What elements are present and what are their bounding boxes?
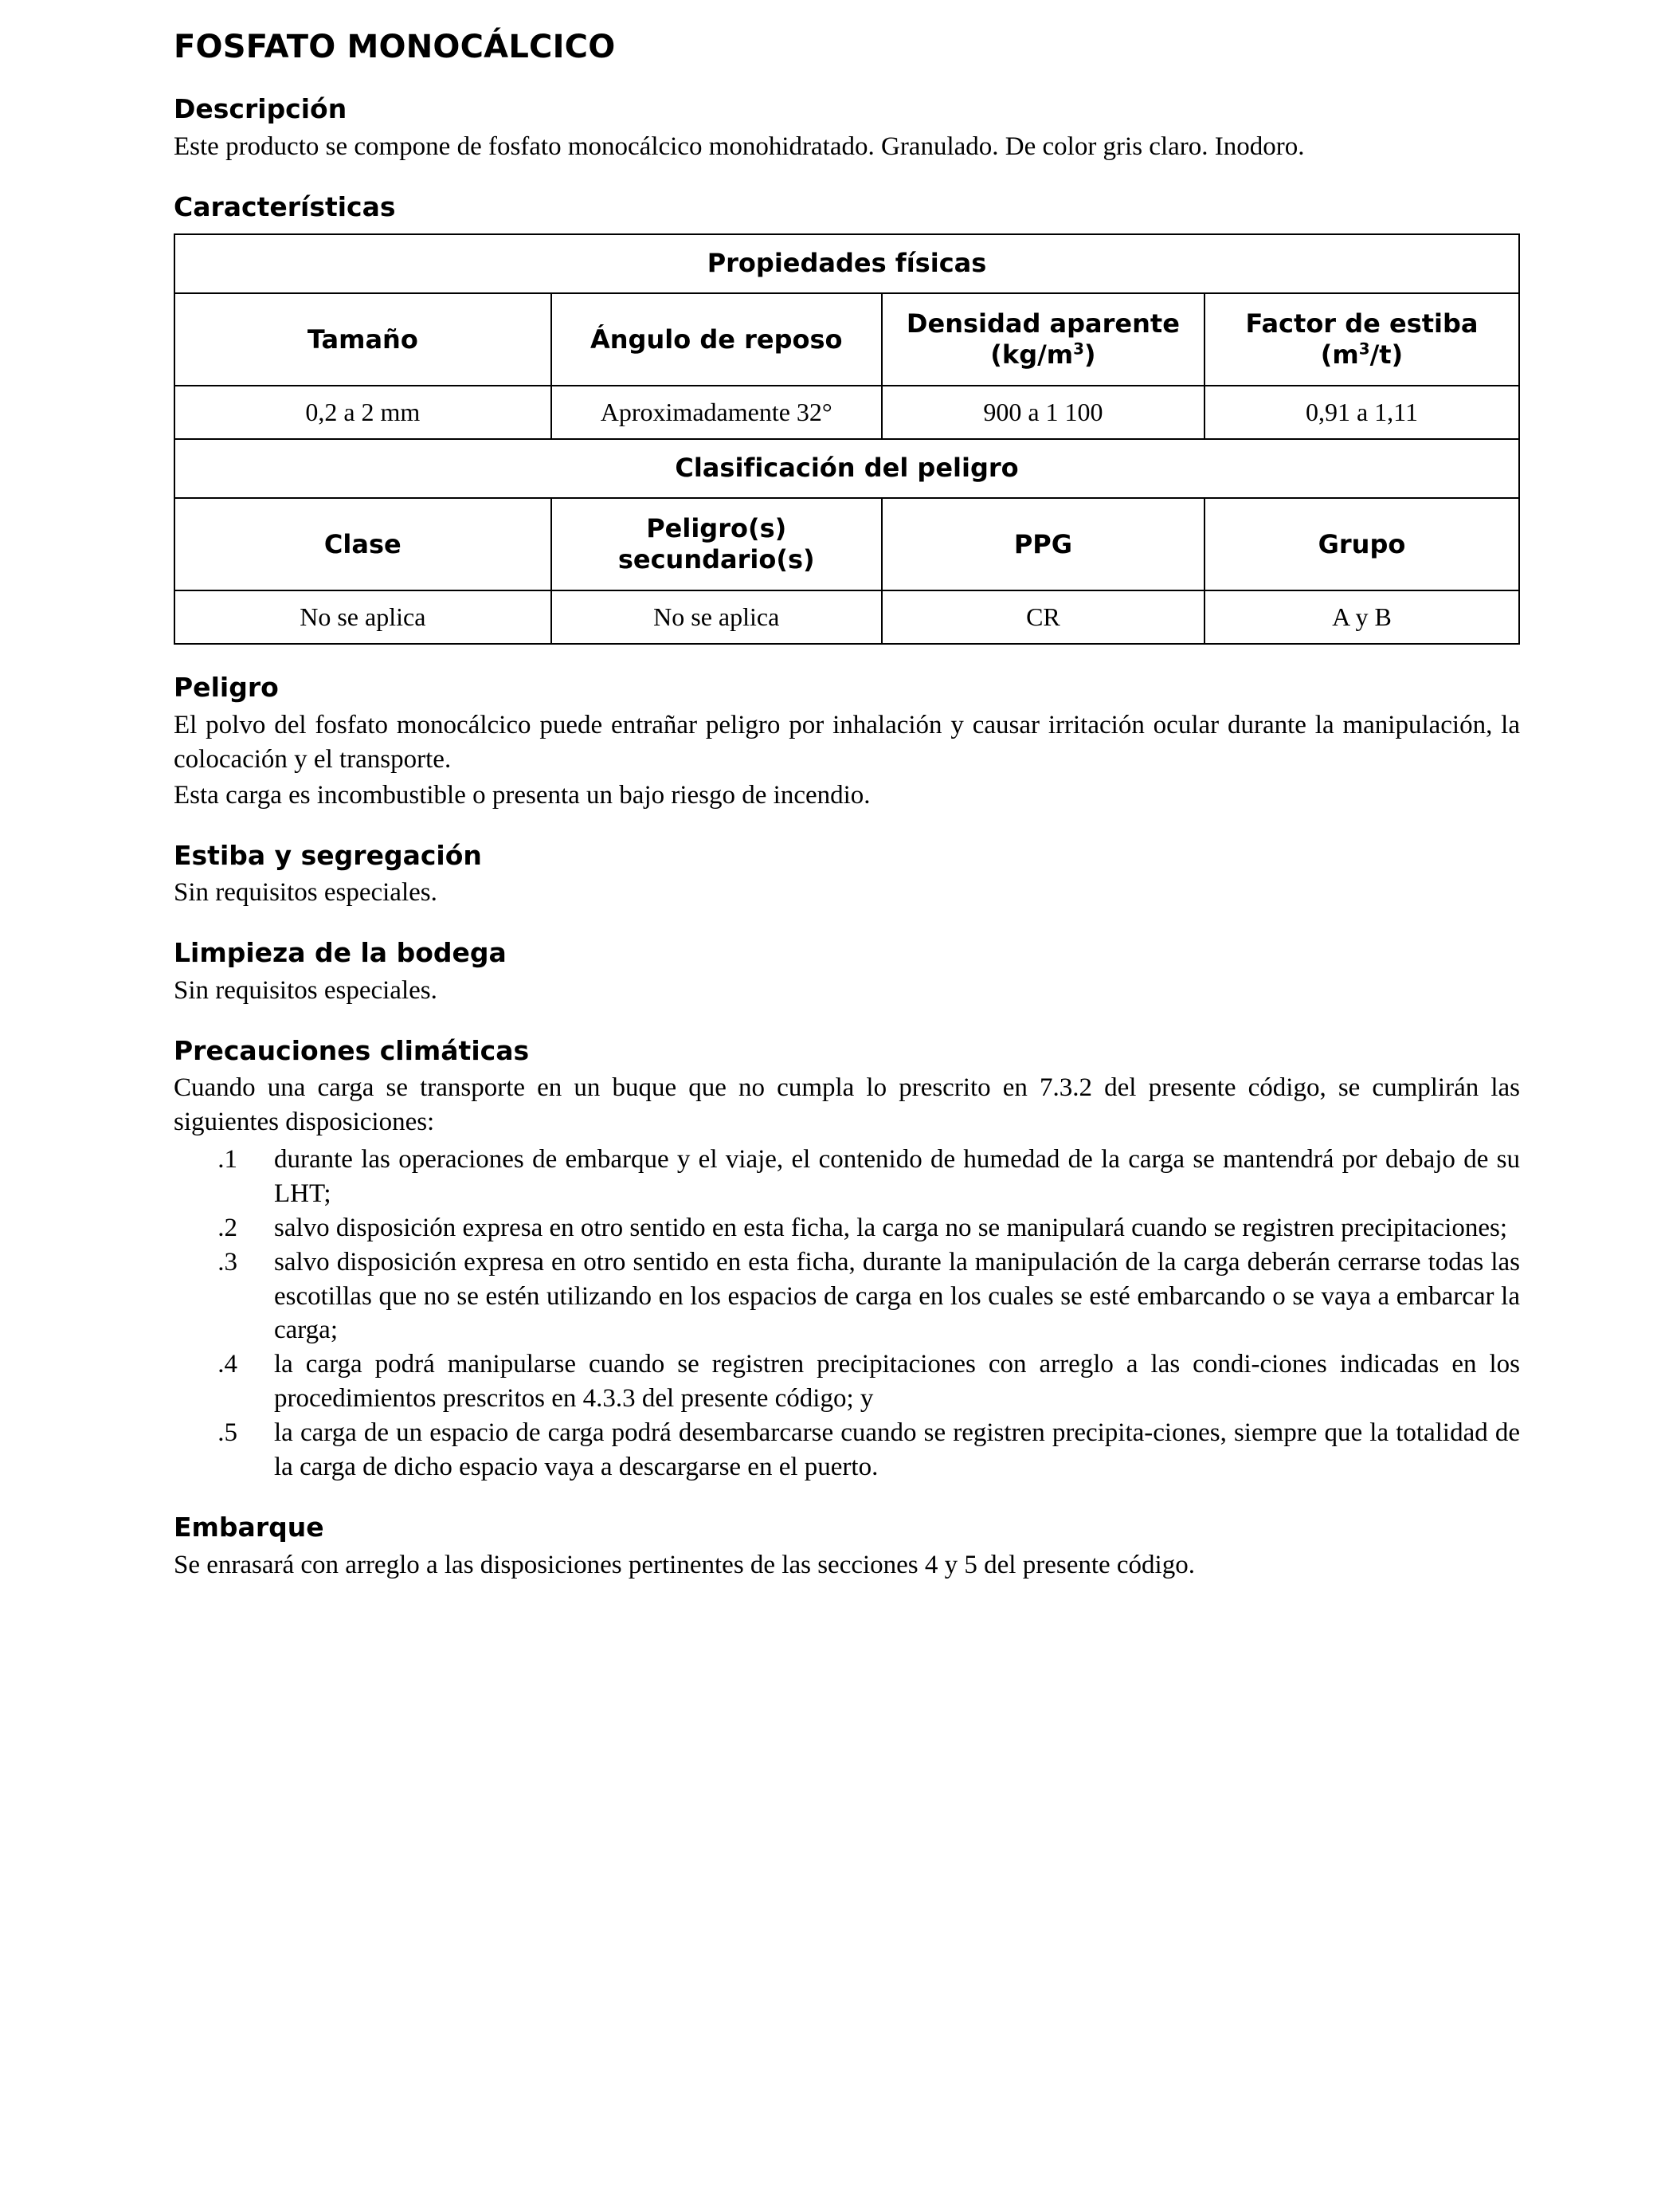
section-heading-descripcion: Descripción bbox=[174, 93, 347, 125]
header-peligro-line1: Peligro(s) bbox=[646, 513, 787, 544]
peligro-paragraph-2: Esta carga es incombustible o presenta un bajo riesgo de incendio. bbox=[174, 780, 871, 810]
list-item-text: salvo disposición expresa en otro sentido en esta ficha, durante la manipulación de la carga deberán cerrarse todas las escotillas que no se estén utilizando en los espacios de carga en los cuales se esté embarcando o se vaya a embarcar la carga; bbox=[274, 1247, 1520, 1345]
section-heading-embarque: Embarque bbox=[174, 1511, 324, 1543]
header-densidad-line1: Densidad aparente bbox=[906, 308, 1180, 339]
table-row-hazard-band bbox=[174, 439, 1519, 498]
document-page bbox=[174, 0, 1520, 1582]
table-row-hazard-headers bbox=[174, 498, 1519, 590]
physical-properties-band-header: Propiedades físicas bbox=[174, 234, 1519, 293]
header-peligro-line2: secundario(s) bbox=[617, 544, 815, 575]
section-heading-estiba: Estiba y segregación bbox=[174, 839, 482, 871]
precauciones-list bbox=[174, 1143, 1520, 1484]
table-row-physical-band bbox=[174, 234, 1519, 293]
header-estiba-unit-pre: (m bbox=[1320, 339, 1359, 371]
section-heading-limpieza: Limpieza de la bodega bbox=[174, 937, 507, 969]
list-item-text: la carga de un espacio de carga podrá desembarcarse cuando se registren precipita-ciones, siempre que la totalidad de la carga de dicho espacio vaya a descargarse en el puerto. bbox=[274, 1418, 1520, 1482]
header-peligros-secundarios bbox=[551, 498, 882, 590]
list-item-text: la carga podrá manipularse cuando se registren precipitaciones con arreglo a las condi-ciones indicadas en los procedimientos prescritos en 4.3.3 del presente código; y bbox=[274, 1350, 1520, 1414]
descripcion-text: Este producto se compone de fosfato monocálcico monohidratado. Granulado. De color gris claro. Inodoro. bbox=[174, 131, 1305, 161]
table-row-physical-values bbox=[174, 386, 1519, 439]
list-item bbox=[174, 1143, 1520, 1211]
list-item-number: .2 bbox=[217, 1213, 237, 1242]
value-factor-estiba: 0,91 a 1,11 bbox=[1204, 386, 1519, 439]
header-ppg: PPG bbox=[882, 498, 1204, 590]
page-title: FOSFATO MONOCÁLCICO bbox=[174, 29, 616, 65]
value-ppg: CR bbox=[882, 590, 1204, 644]
section-heading-precauciones: Precauciones climáticas bbox=[174, 1034, 530, 1066]
header-grupo: Grupo bbox=[1204, 498, 1519, 590]
list-item-number: .1 bbox=[217, 1145, 237, 1174]
list-item bbox=[174, 1245, 1520, 1348]
list-item bbox=[174, 1416, 1520, 1484]
value-tamano: 0,2 a 2 mm bbox=[174, 386, 551, 439]
list-item-number: .4 bbox=[217, 1350, 237, 1379]
header-estiba-unit-sup: 3 bbox=[1358, 339, 1370, 359]
value-densidad-aparente: 900 a 1 100 bbox=[882, 386, 1204, 439]
header-densidad-aparente bbox=[882, 293, 1204, 386]
estiba-text: Sin requisitos especiales. bbox=[174, 878, 437, 908]
header-densidad-unit-post: ) bbox=[1083, 339, 1096, 371]
value-clase: No se aplica bbox=[174, 590, 551, 644]
section-heading-caracteristicas: Características bbox=[174, 190, 396, 222]
header-densidad-unit-sup: 3 bbox=[1073, 339, 1084, 359]
list-item bbox=[174, 1347, 1520, 1416]
value-grupo: A y B bbox=[1204, 590, 1519, 644]
table-row-physical-headers bbox=[174, 293, 1519, 386]
limpieza-text: Sin requisitos especiales. bbox=[174, 975, 437, 1005]
value-angulo-reposo: Aproximadamente 32° bbox=[551, 386, 882, 439]
list-item-text: salvo disposición expresa en otro sentido en esta ficha, la carga no se manipulará cuando se registren precipitaciones; bbox=[274, 1213, 1508, 1242]
characteristics-table bbox=[174, 233, 1520, 645]
header-factor-estiba bbox=[1204, 293, 1519, 386]
precauciones-intro: Cuando una carga se transporte en un buque que no cumpla lo prescrito en 7.3.2 del presente código, se cumplirán las siguientes disposiciones: bbox=[174, 1073, 1520, 1137]
list-item-number: .5 bbox=[217, 1418, 237, 1448]
embarque-text: Se enrasará con arreglo a las disposiciones pertinentes de las secciones 4 y 5 del presente código. bbox=[174, 1550, 1195, 1579]
header-estiba-line1: Factor de estiba bbox=[1245, 308, 1479, 339]
list-item-text: durante las operaciones de embarque y el viaje, el contenido de humedad de la carga se mantendrá por debajo de su LHT; bbox=[274, 1145, 1520, 1208]
value-peligros-secundarios: No se aplica bbox=[551, 590, 882, 644]
header-tamano: Tamaño bbox=[174, 293, 551, 386]
header-angulo-reposo: Ángulo de reposo bbox=[551, 293, 882, 386]
header-estiba-unit-post: /t) bbox=[1369, 339, 1404, 371]
header-clase: Clase bbox=[174, 498, 551, 590]
hazard-classification-band-header: Clasificación del peligro bbox=[174, 439, 1519, 498]
list-item-number: .3 bbox=[217, 1247, 237, 1277]
section-heading-peligro: Peligro bbox=[174, 672, 279, 704]
table-row-hazard-values bbox=[174, 590, 1519, 644]
header-densidad-unit-pre: (kg/m bbox=[990, 339, 1074, 371]
peligro-paragraph-1: El polvo del fosfato monocálcico puede entrañar peligro por inhalación y causar irritación ocular durante la manipulación, la colocación y el transporte. bbox=[174, 710, 1520, 774]
list-item bbox=[174, 1211, 1520, 1245]
